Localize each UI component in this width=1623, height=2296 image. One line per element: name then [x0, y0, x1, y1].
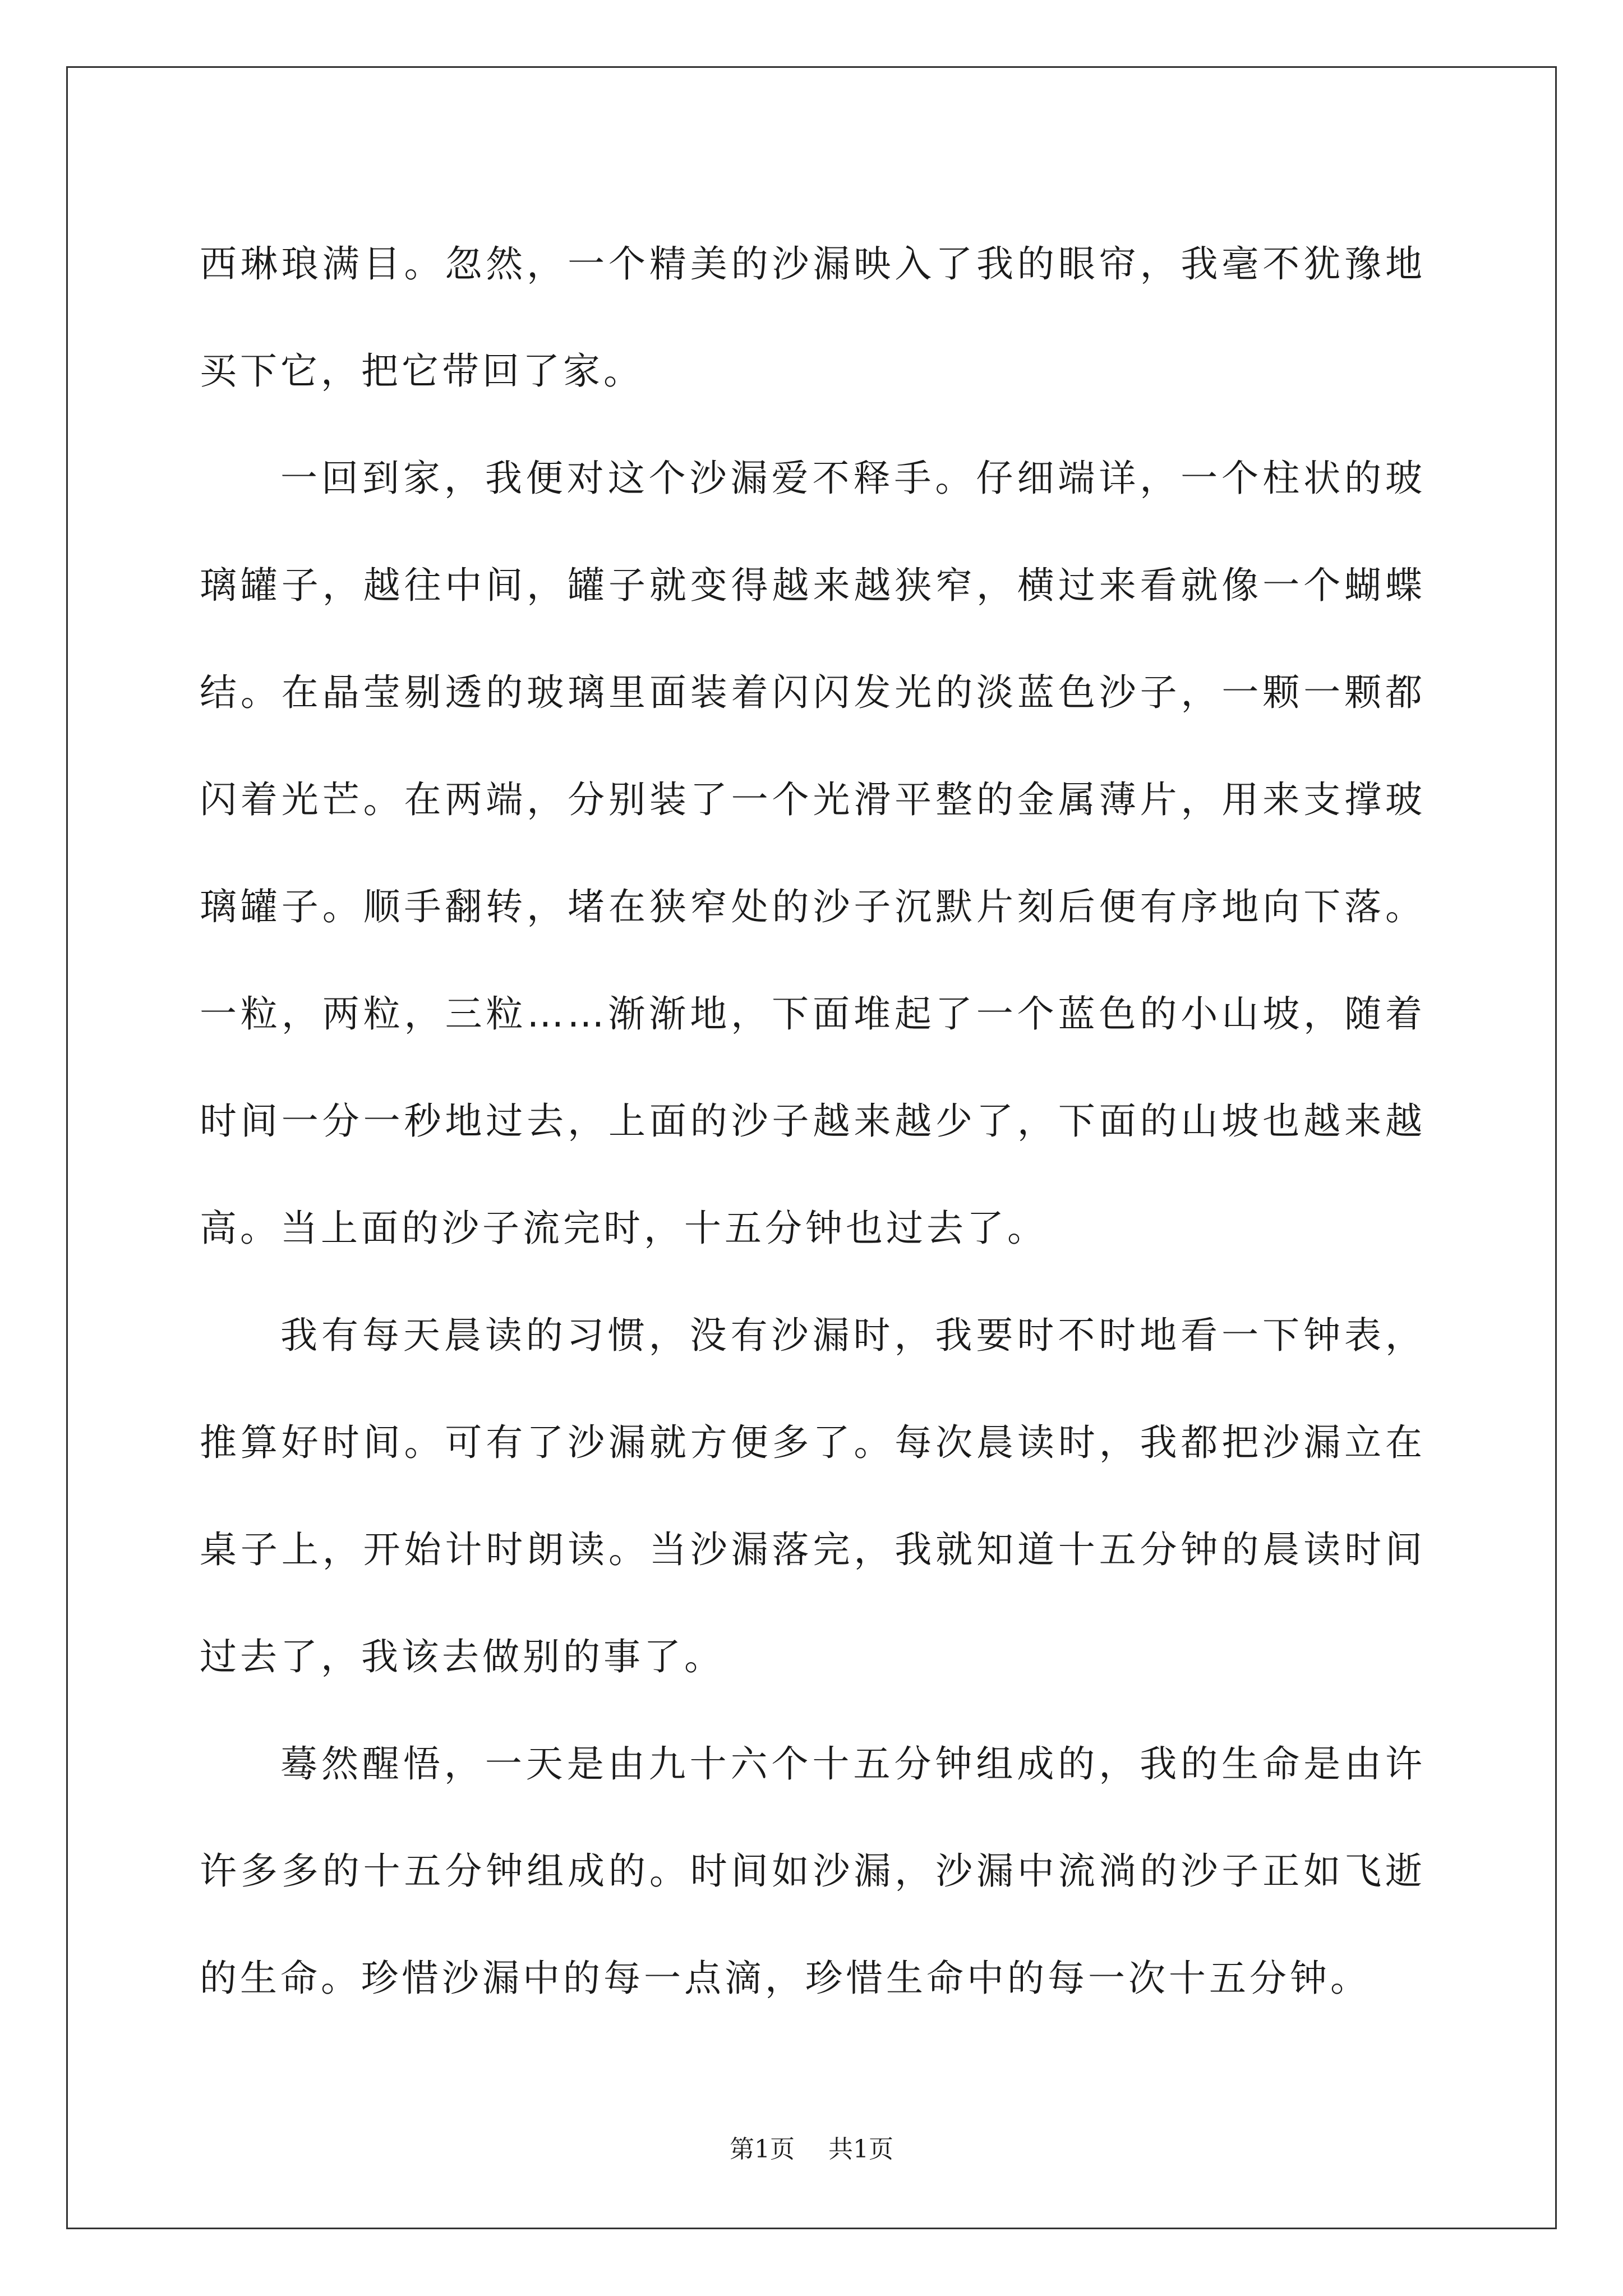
document-body [200, 210, 1426, 2032]
paragraph-3: 我有每天晨读的习惯，没有沙漏时，我要时不时地看一下钟表，推算好时间。可有了沙漏就方便多了。每次晨读时，我都把沙漏立在桌子上，开始计时朗读。当沙漏落完，我就知道十五分钟的晨读时间过去了，我该去做别的事了。 [200, 1314, 1426, 1678]
page-total: 共1页 [828, 2135, 893, 2164]
paragraph-1: 西琳琅满目。忽然，一个精美的沙漏映入了我的眼帘，我毫不犹豫地买下它，把它带回了家。 [200, 242, 1426, 393]
page-footer [0, 2133, 1623, 2166]
paragraph-2: 一回到家，我便对这个沙漏爱不释手。仔细端详，一个柱状的玻璃罐子，越往中间，罐子就变得越来越狭窄，横过来看就像一个蝴蝶结。在晶莹剔透的玻璃里面装着闪闪发光的淡蓝色沙子，一颗一颗都闪着光芒。在两端，分别装了一个光滑平整的金属薄片，用来支撑玻璃罐子。顺手翻转，堵在狭窄处的沙子沉默片刻后便有序地向下落。一粒，两粒，三粒……渐渐地，下面堆起了一个蓝色的小山坡，随着时间一分一秒地过去，上面的沙子越来越少了，下面的山坡也越来越高。当上面的沙子流完时，十五分钟也过去了。 [200, 457, 1426, 1250]
paragraph-4: 蓦然醒悟，一天是由九十六个十五分钟组成的，我的生命是由许许多多的十五分钟组成的。时间如沙漏，沙漏中流淌的沙子正如飞逝的生命。珍惜沙漏中的每一点滴，珍惜生命中的每一次十五分钟。 [200, 1742, 1426, 2000]
page-number: 第1页 [730, 2135, 795, 2164]
